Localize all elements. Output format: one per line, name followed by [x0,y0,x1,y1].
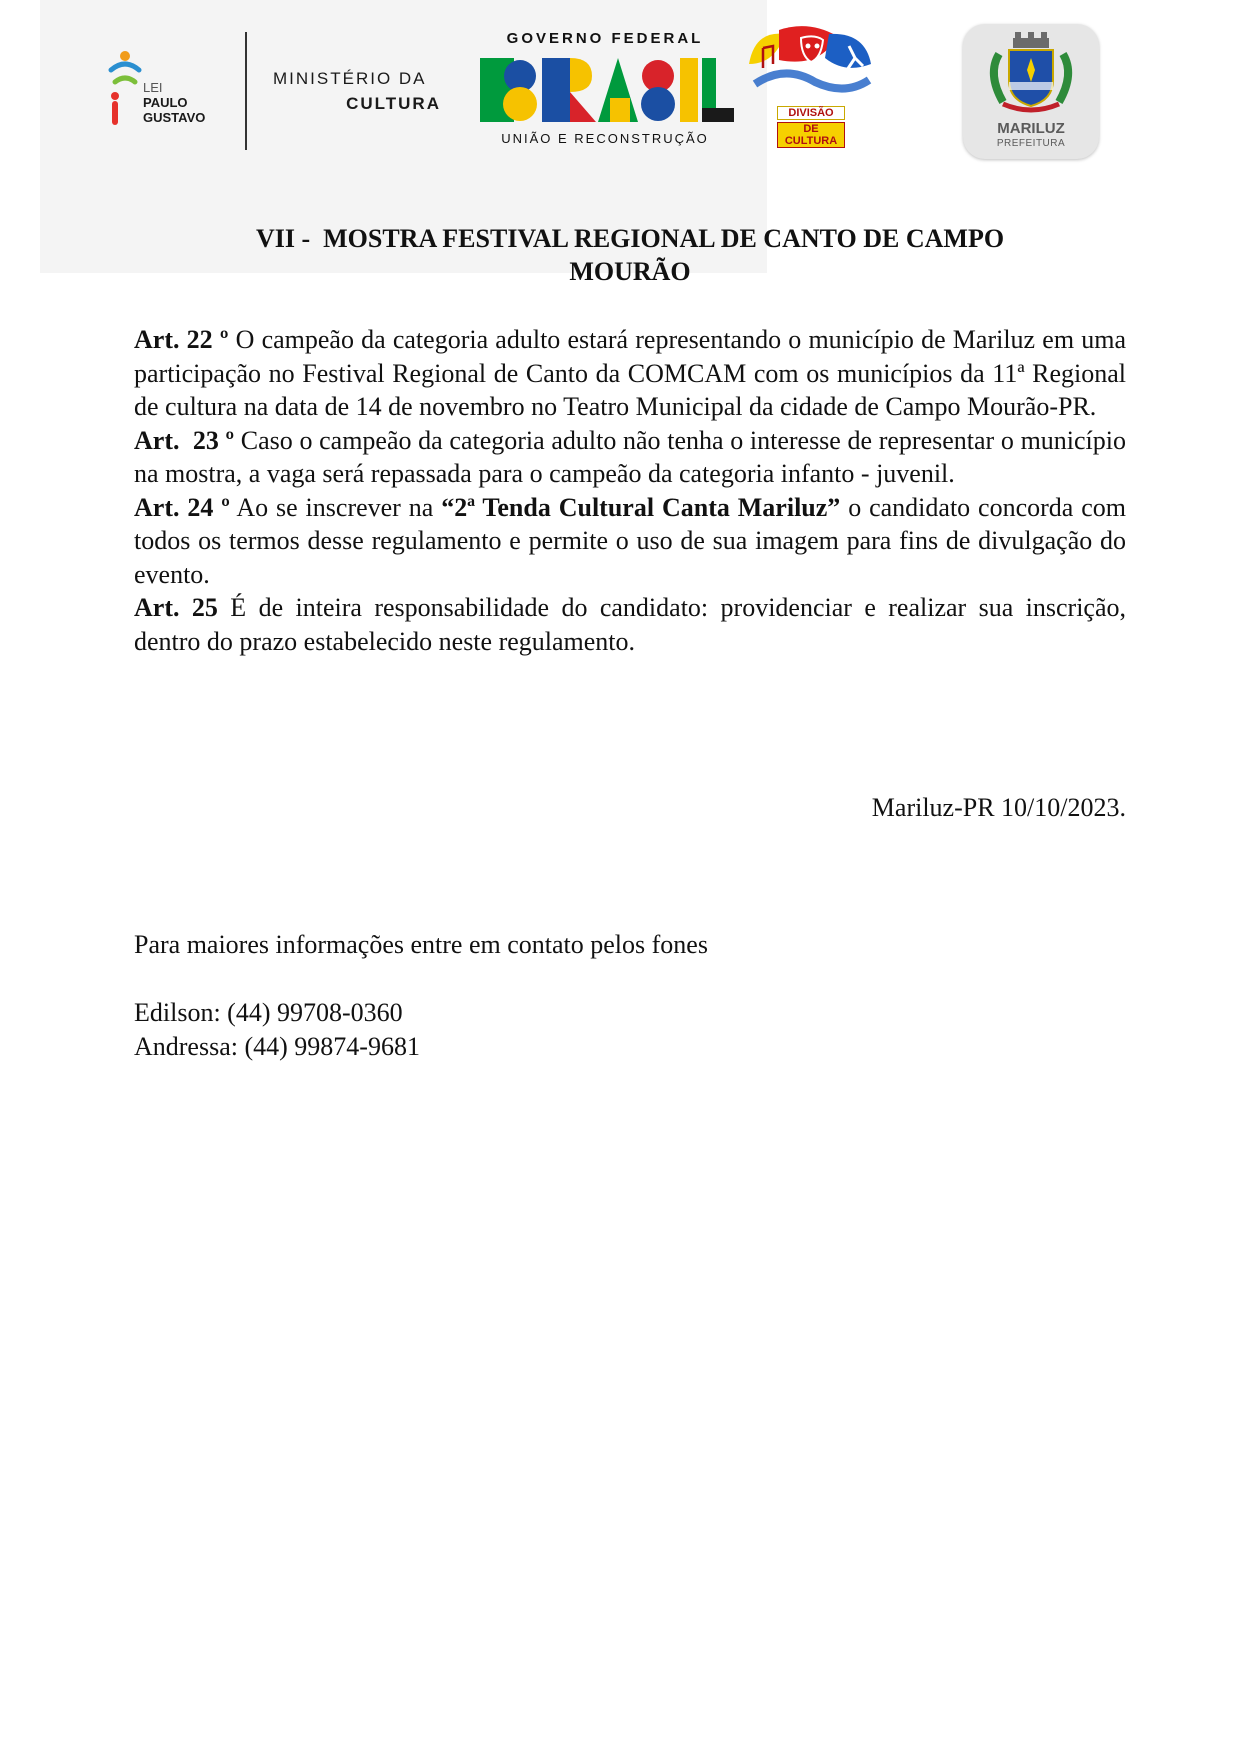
ministerio-cultura-logo [273,66,453,116]
contact-item: Edilson: (44) 99708-0360 [134,998,403,1027]
title-line-2: MOURÃO [569,257,691,286]
article-label: Art. 25 [134,593,218,622]
articles-body [134,323,1126,658]
date-line: Mariluz-PR 10/10/2023. [871,793,1126,822]
article-label: Art. 24 º [134,492,230,522]
article-label: Art. 23 º [134,425,235,455]
article-25 [134,591,1126,658]
article-text: Ao se inscrever na [229,492,442,522]
mariluz-name: MARILUZ [997,120,1065,137]
prefeitura-label: PREFEITURA [996,138,1066,149]
lpg-line-lei: LEI [143,80,163,95]
lpg-line-gustavo: GUSTAVO [143,110,206,125]
contacts-list [134,996,1126,1064]
divisao-cultura-label [777,106,845,148]
article-text: É de inteira responsabilidade do candidato: providenciar e realizar sua inscrição, dentro do prazo estabelecido neste regulamento. [134,593,1126,656]
info-line: Para maiores informações entre em contato pelos fones [134,930,708,959]
lpg-line-paulo: PAULO [143,95,188,110]
document-title [134,222,1126,288]
uniao-reconstrucao-text: UNIÃO E RECONSTRUÇÃO [501,131,709,146]
article-23 [134,424,1126,491]
article-text: O campeão da categoria adulto estará representando o município de Mariluz em uma participação no Festival Regional de Canto da COMCAM com os municípios da 11ª Regional de cultura na data de 14 de novembro no Teatro Municipal da cidade de Campo Mourão-PR. [134,325,1126,421]
title-line-1: VII - MOSTRA FESTIVAL REGIONAL DE CANTO DE CAMPO [255,224,1005,253]
theater-masks-icon [745,24,875,104]
brasil-wordmark-logo [480,58,734,122]
lei-paulo-gustavo-logo [105,48,225,138]
brasil-wordmark-icon [480,58,734,122]
article-text: Caso o campeão da categoria adulto não tenha o interesse de representar o município na mostra, a vaga será repassada para o campeão da categoria infanto - juvenil. [134,425,1126,488]
lei-paulo-gustavo-text [143,80,205,125]
divisao-cultura-logo [745,24,875,154]
prefeitura-mariluz-logo [963,24,1099,159]
divisao-line-1: DIVISÃO [777,106,845,120]
article-24 [134,491,1126,592]
lei-paulo-gustavo-figure-icon [105,48,145,128]
article-label: Art. 22 º [134,325,229,354]
article-text: o candidato concorda com todos os termos desse regulamento e permite o uso de sua imagem para fins de divulgação do evento. [134,492,1127,589]
coat-of-arms-icon [963,24,1099,120]
event-name: “2ª Tenda Cultural Canta Mariluz” [441,492,841,522]
header-divider [245,32,247,150]
article-22 [134,323,1126,424]
contact-item: Andressa: (44) 99874-9681 [134,1032,420,1061]
ministerio-line-1: MINISTÉRIO DA [273,69,427,88]
divisao-line-2: DE CULTURA [777,122,845,148]
ministerio-line-2: CULTURA [346,94,441,113]
governo-federal-text: GOVERNO FEDERAL [506,30,704,47]
